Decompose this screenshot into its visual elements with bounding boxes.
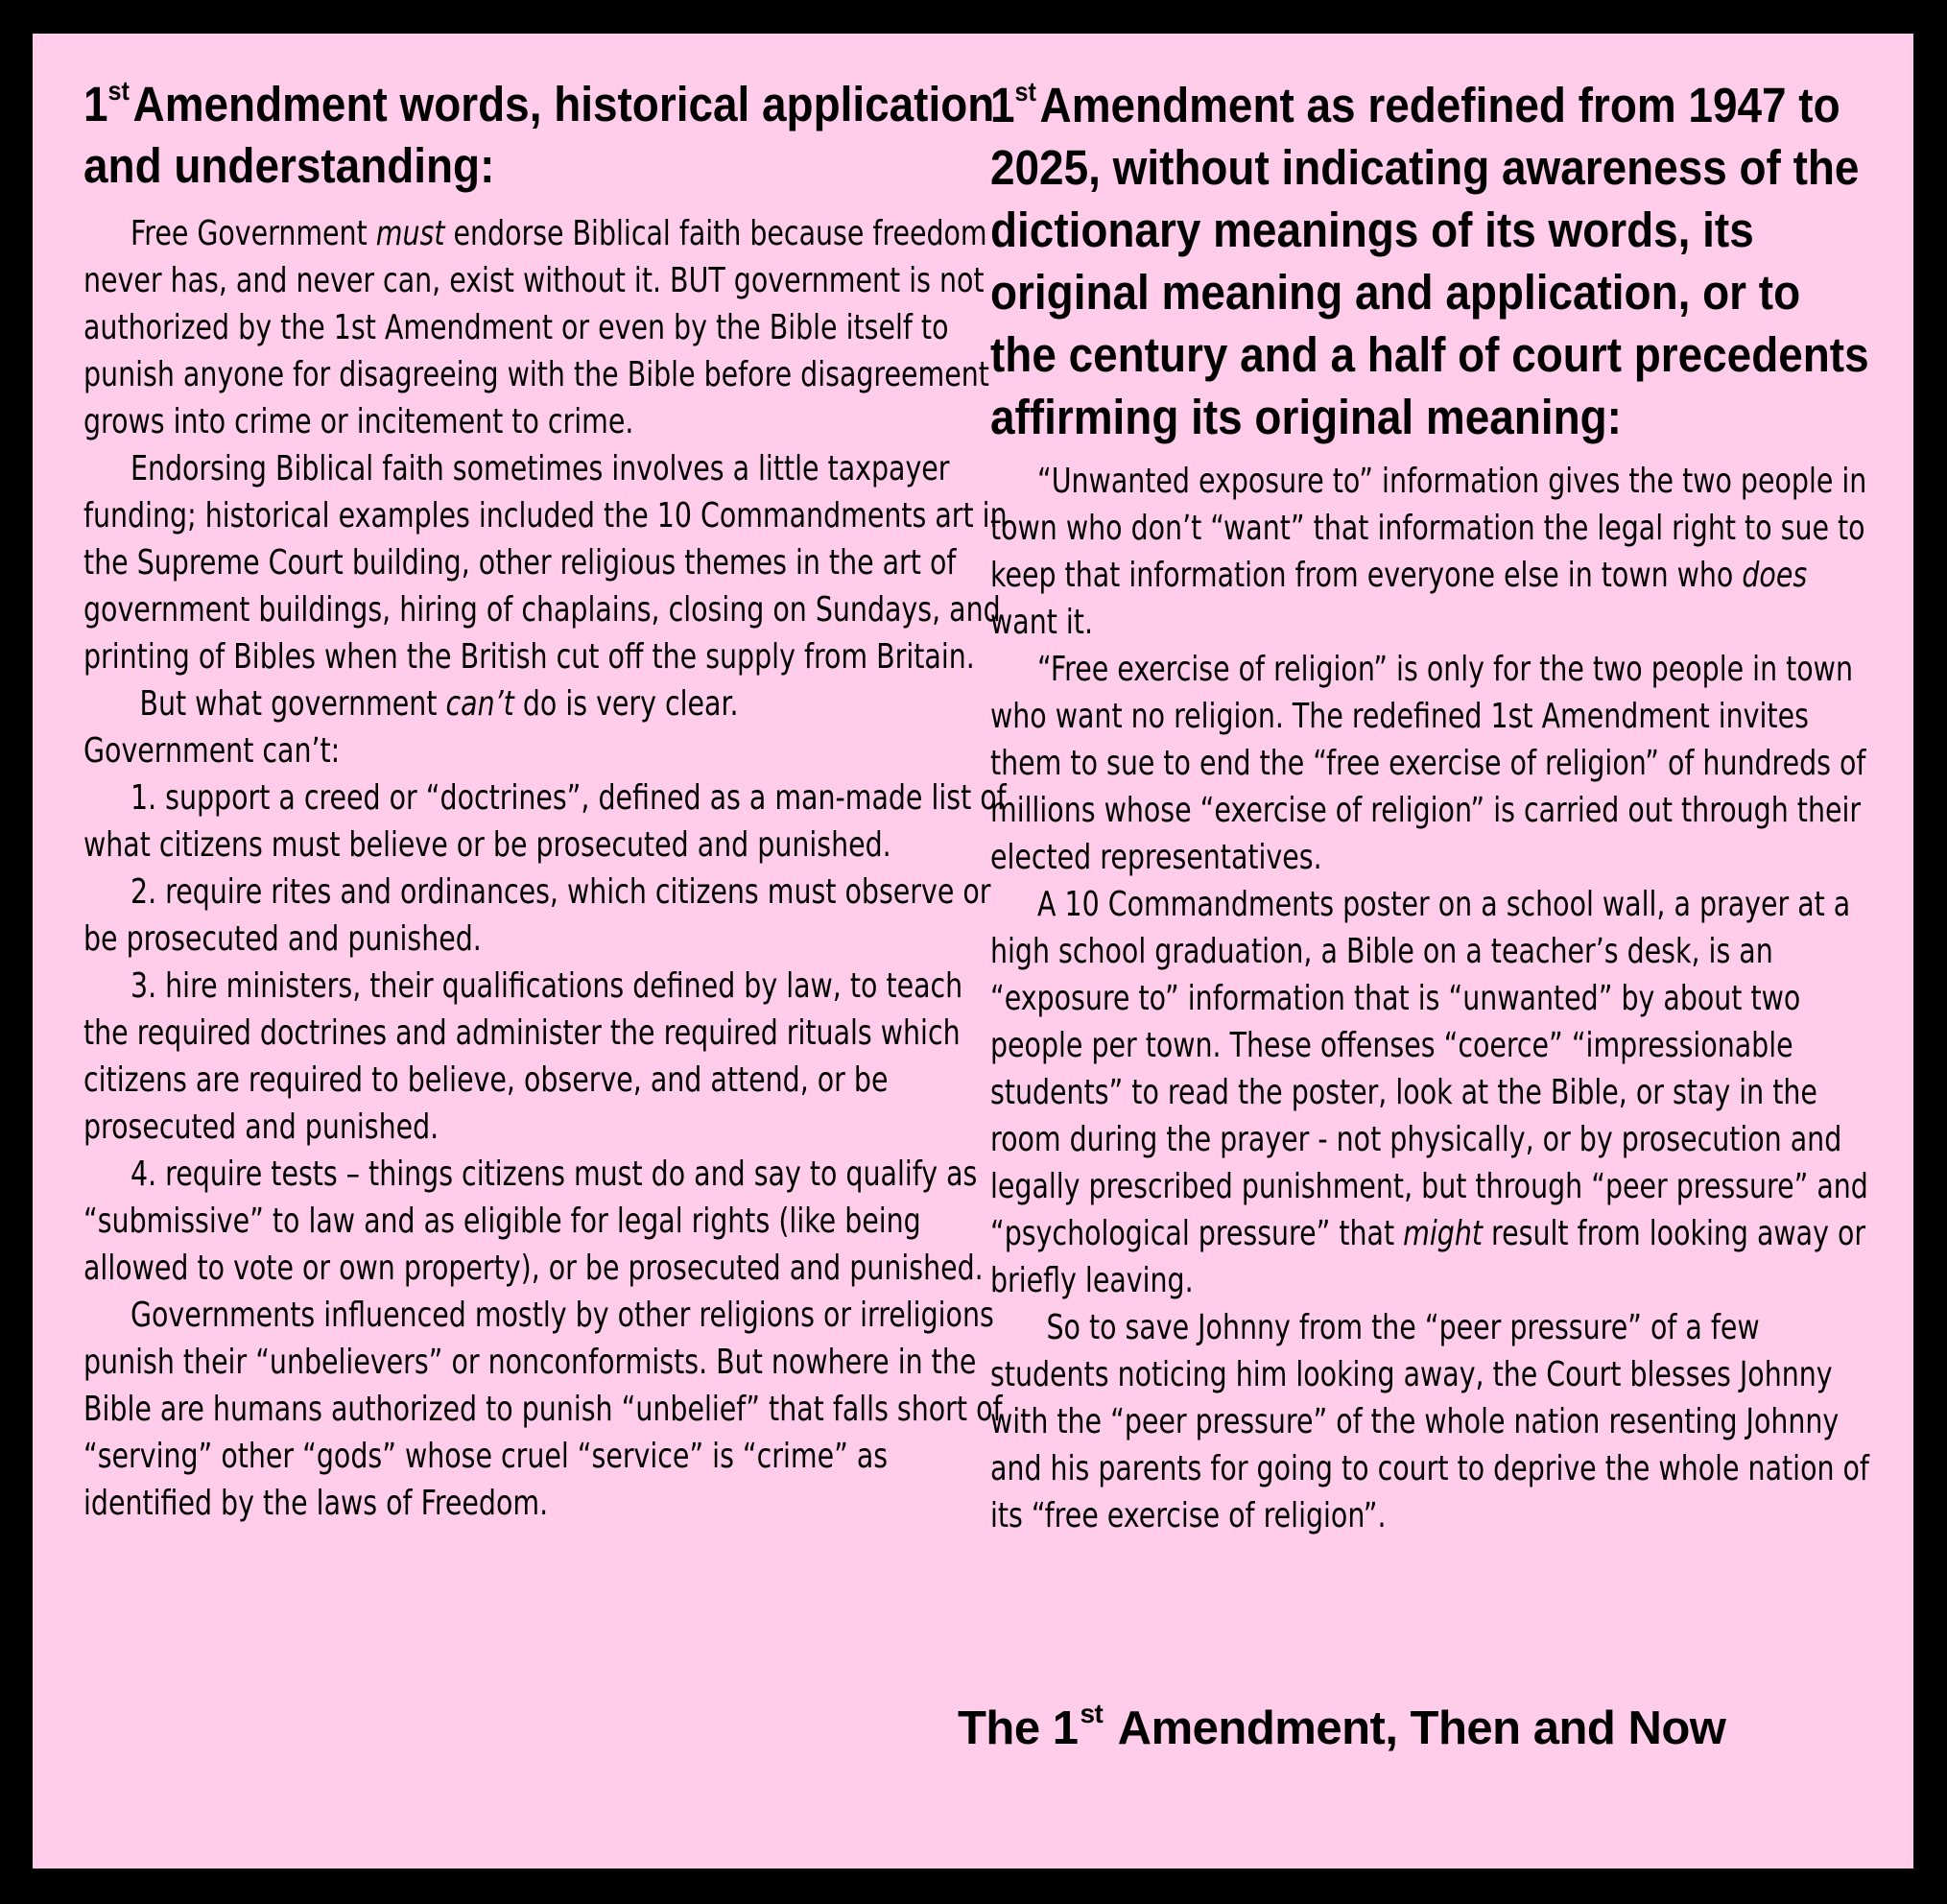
left-heading (83, 74, 1009, 197)
emphasis-must: must (375, 214, 445, 253)
left-heading-sup: st (107, 76, 130, 106)
footer-title: The 1st Amendment, Then and Now (958, 1699, 1726, 1754)
right-paragraph-1: “Unwanted exposure to” information gives the two people in town who don’t “want” that information the legal right to sue to keep that information from everyone else in town who does want it. (990, 462, 1867, 642)
right-body (990, 458, 1874, 1539)
emphasis-might: might (1403, 1214, 1484, 1253)
left-heading-ordinal: 1 (83, 77, 108, 131)
right-paragraph-2: “Free exercise of religion” is only for the two people in town who want no religion. The redefined 1st Amendment invites them to sue to end the “free exercise of religion” of hundreds of millions whose “exercise of religion” is carried out through their elected representatives. (990, 650, 1866, 877)
right-paragraph-4: So to save Johnny from the “peer pressure” of a few students noticing him looking away, the Court blesses Johnny with the “peer pressure” of the whole nation resenting Johnny and his parents for going to court to deprive the whole nation of its “free exercise of religion”. (990, 1308, 1869, 1535)
right-paragraph-3: A 10 Commandments poster on a school wall, a prayer at a high school graduation, a Bible on a teacher’s desk, is an “exposure to” information that is “unwanted” by about two people per town. These offenses “coerce” “impressionable students” to read the poster, look at the Bible, or stay in the room during the prayer - not physically, or by prosecution and legally prescribed punishment, but through “peer pressure” and “psychological pressure” that might result from looking away or briefly leaving. (990, 885, 1868, 1300)
page (33, 34, 1913, 1868)
left-paragraph-2: Endorsing Biblical faith sometimes involves a little taxpayer funding; historical examples included the 10 Commandments art in the Supreme Court building, other religious themes in the art of government buildings, hiring of chaplains, closing on Sundays, and printing of Bibles when the British cut off the supply from Britain. (83, 449, 1008, 677)
list-item-2: 2. require rites and ordinances, which citizens must observe or be prosecuted and punished. (83, 872, 991, 959)
left-body (83, 210, 1012, 1527)
right-column (990, 74, 1878, 1539)
left-heading-text: Amendment words, historical application and understanding: (83, 77, 995, 193)
left-paragraph-3: But what government can’t do is very clear. (139, 684, 739, 724)
left-paragraph-3-line-2: Government can’t: (83, 731, 341, 771)
right-heading-text: Amendment as redefined from 1947 to 2025, without indicating awareness of the dictionary meanings of its words, its original meaning and application, or to the century and a half of court precedents affirming its original meaning: (990, 78, 1869, 444)
left-column (83, 74, 1009, 1527)
emphasis-does: does (1742, 556, 1808, 595)
left-paragraph-1: Free Government must endorse Biblical faith because freedom never has, and never can, exist without it. BUT government is not authorized by the 1st Amendment or even by the Bible itself to punish anyone for disagreeing with the Bible before disagreement grows into crime or incitement to crime. (83, 214, 989, 441)
footer-sup: st (1080, 1699, 1104, 1728)
list-item-1: 1. support a creed or “doctrines”, defined as a man-made list of what citizens must believe or be prosecuted and punished. (83, 778, 1007, 865)
right-heading (990, 74, 1877, 448)
left-paragraph-last: Governments influenced mostly by other religions or irreligions punish their “unbelievers” or nonconformists. But nowhere in the Bible are humans authorized to punish “unbelief” that falls short of “serving” other “gods” whose cruel “service” is “crime” as identified by the laws of Freedom. (83, 1296, 1003, 1523)
emphasis-cant: can’t (445, 684, 514, 724)
list-item-3: 3. hire ministers, their qualifications defined by law, to teach the required doctrines and administer the required rituals which citizens are required to believe, observe, and attend, or be prosecuted and punished. (83, 966, 963, 1147)
list-item-4: 4. require tests – things citizens must do and say to qualify as “submissive” to law and as eligible for legal rights (like being allowed to vote or own property), or be prosecuted and punished. (83, 1154, 984, 1288)
right-heading-sup: st (1014, 77, 1036, 107)
right-heading-ordinal: 1 (990, 78, 1015, 132)
